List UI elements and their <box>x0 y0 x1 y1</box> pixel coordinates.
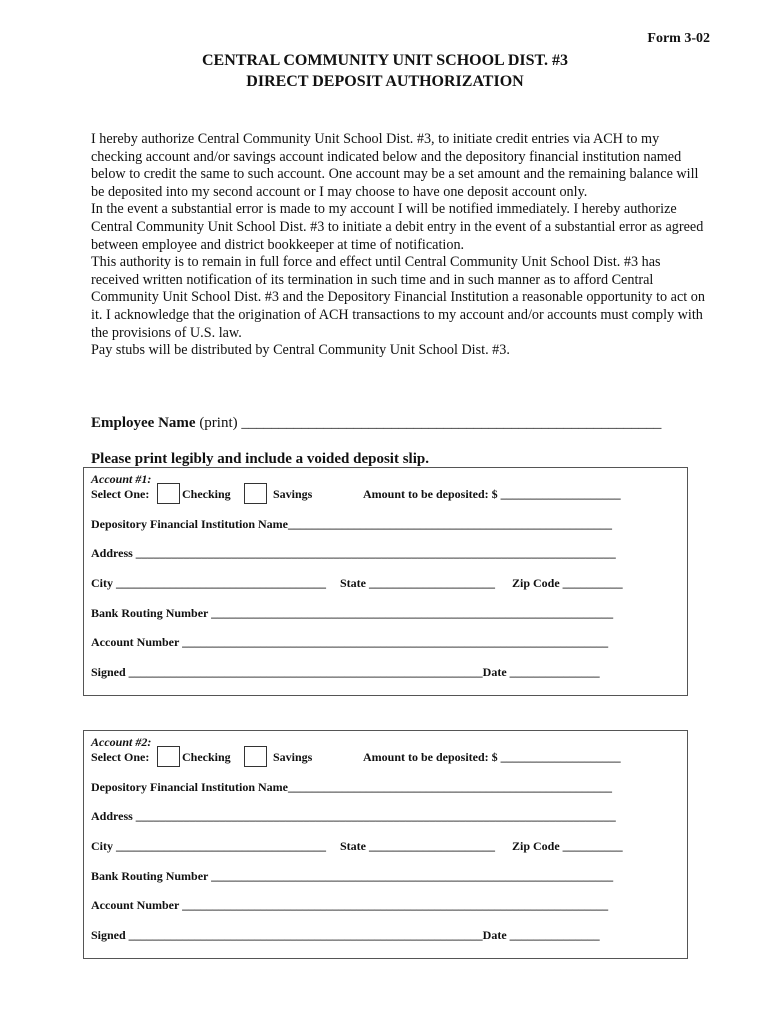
account-1-zip-field[interactable]: Zip Code __________ <box>512 576 623 590</box>
employee-name-line: (print) ________________________________________________________ <box>195 415 662 431</box>
account-2-account-number-field[interactable]: Account Number _______________________________________________________________________ <box>91 898 609 912</box>
account-1-institution-field[interactable]: Depository Financial Institution Name______________________________________________________ <box>91 517 613 531</box>
paragraph-authority-duration: This authority is to remain in full force and effect until Central Community Unit School Dist. #3 has received written notification of its termination in such time and in such manner as to afford Central Community Unit School Dist. #3 and the Depository Financial Institution a reasonable opportunity to act on it. I acknowledge that the origination of ACH transactions to my account and/or accounts must comply with the provisions of U.S. law. <box>91 254 705 341</box>
account-1-signature-date-field[interactable]: Signed ___________________________________________________________Date _______________ <box>91 665 600 679</box>
account-1-savings-label: Savings <box>273 487 313 501</box>
account-2-select-one: Select One: <box>91 750 150 764</box>
account-2-signature-date-field[interactable]: Signed ___________________________________________________________Date _______________ <box>91 928 600 942</box>
account-2-institution-field[interactable]: Depository Financial Institution Name______________________________________________________ <box>91 780 613 794</box>
account-2-section <box>83 730 688 959</box>
form-number: Form 3-02 <box>647 31 710 46</box>
account-2-amount-field[interactable]: Amount to be deposited: $ ____________________ <box>363 750 621 764</box>
account-2-checking-label: Checking <box>182 750 231 764</box>
account-1-checking-checkbox[interactable] <box>157 483 180 504</box>
account-1-amount-field[interactable]: Amount to be deposited: $ ____________________ <box>363 487 621 501</box>
authorization-text <box>91 131 711 360</box>
paragraph-error-debit: In the event a substantial error is made to my account I will be notified immediately. I hereby authorize Central Community Unit School Dist. #3 to initiate a debit entry in the event of a substantial error as agreed between employee and district bookkeeper at time of notification. <box>91 201 704 253</box>
form-title: CENTRAL COMMUNITY UNIT SCHOOL DIST. #3 <box>202 52 568 69</box>
account-2-zip-field[interactable]: Zip Code __________ <box>512 839 623 853</box>
account-1-address-field[interactable]: Address ________________________________________________________________________________ <box>91 546 616 560</box>
account-1-routing-field[interactable]: Bank Routing Number ___________________________________________________________________ <box>91 606 614 620</box>
employee-name-field[interactable] <box>91 415 661 432</box>
employee-name-label: Employee Name <box>91 415 196 431</box>
account-1-account-number-field[interactable]: Account Number _______________________________________________________________________ <box>91 635 609 649</box>
paragraph-pay-stubs: Pay stubs will be distributed by Central Community Unit School Dist. #3. <box>91 342 510 359</box>
account-2-city-field[interactable]: City ___________________________________ <box>91 839 326 853</box>
account-1-select-one: Select One: <box>91 487 150 501</box>
account-2-savings-checkbox[interactable] <box>244 746 267 767</box>
form-subtitle: DIRECT DEPOSIT AUTHORIZATION <box>246 73 524 90</box>
account-2-savings-label: Savings <box>273 750 313 764</box>
account-2-state-field[interactable]: State _____________________ <box>340 839 495 853</box>
account-2-label: Account #2: <box>91 735 152 749</box>
account-1-state-field[interactable]: State _____________________ <box>340 576 495 590</box>
account-2-checking-checkbox[interactable] <box>157 746 180 767</box>
account-2-address-field[interactable]: Address ________________________________________________________________________________ <box>91 809 616 823</box>
account-1-city-field[interactable]: City ___________________________________ <box>91 576 326 590</box>
account-1-label: Account #1: <box>91 472 152 486</box>
account-2-routing-field[interactable]: Bank Routing Number ___________________________________________________________________ <box>91 869 614 883</box>
instruction-text: Please print legibly and include a voided deposit slip. <box>91 451 429 467</box>
paragraph-credit-authorization: I hereby authorize Central Community Unit School Dist. #3, to initiate credit entries via ACH to my checking account and/or savings account indicated below and the depository financial institution named below to credit the same to such account. One account may be a set amount and the remaining balance will be deposited into my second account or I may choose to have one deposit account only. <box>91 131 699 200</box>
account-1-checking-label: Checking <box>182 487 231 501</box>
account-1-section <box>83 467 688 696</box>
account-1-savings-checkbox[interactable] <box>244 483 267 504</box>
